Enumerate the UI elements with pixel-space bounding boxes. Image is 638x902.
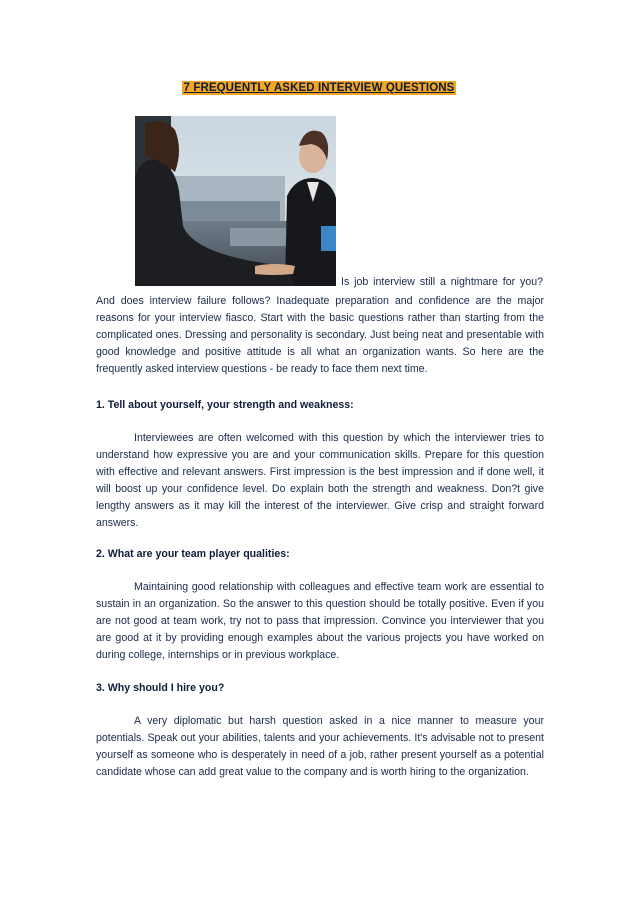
intro-first-line: Is job interview still a nightmare for you? — [341, 276, 543, 288]
section-body-1: Interviewees are often welcomed with this question by which the interviewer tries to understand how expressive you are and your communication skills. Prepare for this question with effective and relevant answers. First impression is the best impression and if done well, it will boost up your confidence level. Do explain both the strength and weakness. Don?t give lengthy answers as it may kill the interest of the interviewer. Give crisp and straight forward answers. — [96, 432, 544, 529]
title-container — [0, 78, 638, 96]
section-body-2: Maintaining good relationship with colleagues and effective team work are essential to sustain in an organization. So the answer to this question should be totally positive. Even if you are not good at team work, try not to pass that impression. Convince you interviewer that you are good at it by providing enough examples about the various projects you have worked on during college, internships or in previous workplace. — [96, 581, 544, 661]
intro-paragraph: And does interview failure follows? Inadequate preparation and confidence are the major reasons for your interview fiasco. Start with the basic questions rather than starting from the complicated ones. Dressing and personality is secondary. Just being neat and presentable with good knowledge and positive attitude is all what an organization wants. So here are the frequently asked interview questions - be ready to face them next time. — [96, 295, 544, 375]
page-title: 7 FREQUENTLY ASKED INTERVIEW QUESTIONS — [183, 82, 455, 94]
section-heading-2: 2. What are your team player qualities: — [96, 548, 290, 560]
section-heading-3: 3. Why should I hire you? — [96, 682, 225, 694]
section-body-3: A very diplomatic but harsh question asked in a nice manner to measure your potentials. Speak out your abilities, talents and your achievements. It's advisable not to present yourself as someone who is desperately in need of a job, rather present yourself as a potential candidate whose can add great value to the company and is worth hiring to the organization. — [96, 715, 544, 778]
interview-photo — [135, 116, 336, 286]
section-heading-1: 1. Tell about yourself, your strength and weakness: — [96, 399, 354, 411]
